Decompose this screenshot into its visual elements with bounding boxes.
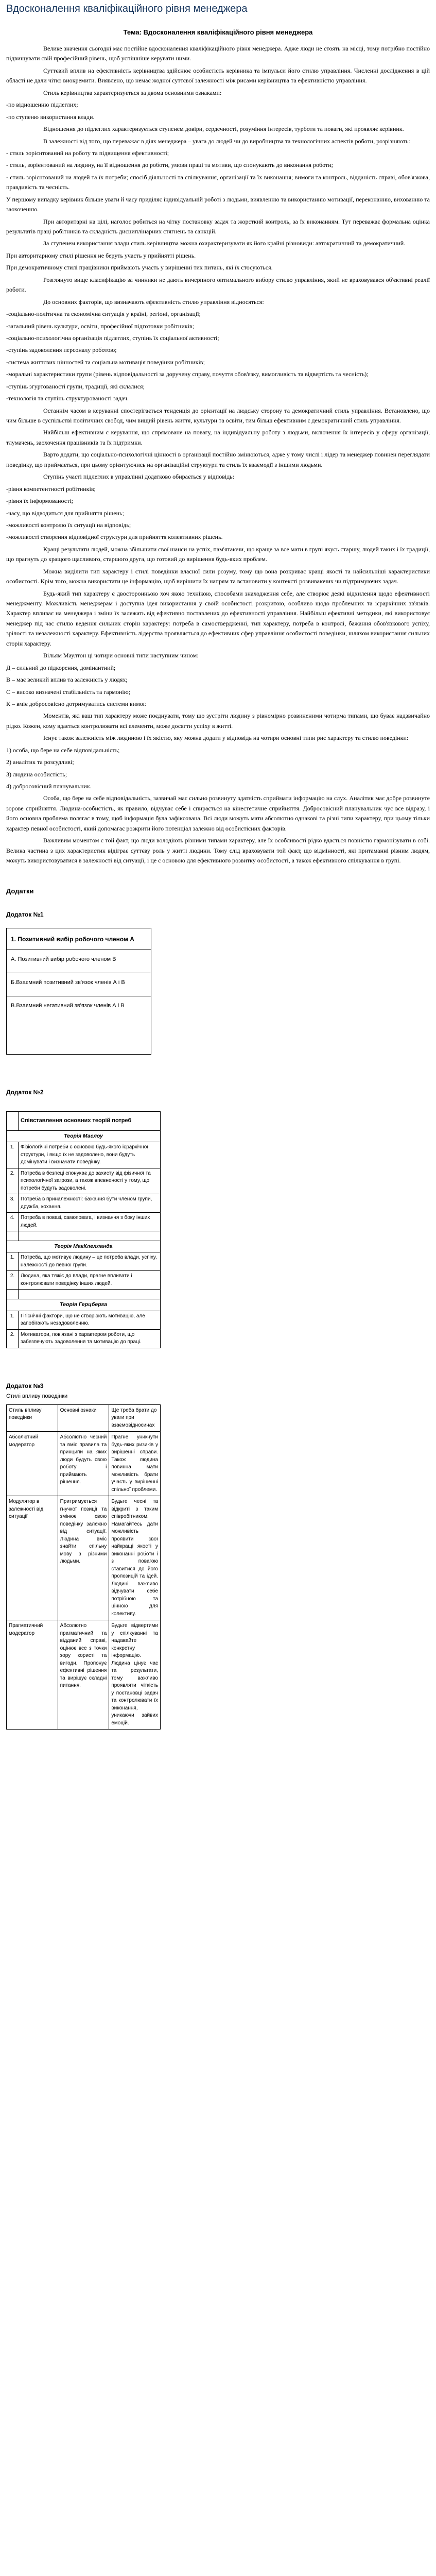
paragraph: - стиль, зорієнтований на людину, на її відношення до роботи, умови праці та мотиви, що спонукають до виконання роботи; <box>6 161 333 169</box>
paragraph: Вільям Маултон ці чотири основні типи наступним чином: <box>43 652 199 659</box>
paragraph: 2) аналітик та розсудливі; <box>6 758 74 766</box>
paragraph: -технологія та ступінь структурованості задач. <box>6 395 129 402</box>
appendix1-heading: Додаток №1 <box>6 910 44 918</box>
paragraph: -можливості створення відповідної структури для прийняття колективних рішень. <box>6 533 223 541</box>
paragraph: -загальний рівень культури, освіти, професійної підготовки робітників; <box>6 322 194 330</box>
table-row <box>7 1142 161 1168</box>
paragraph: В залежності від того, що переважає в діях менеджера – увага до людей чи до виробництва та технологічних аспектів роботи, розрізняють: <box>43 137 410 145</box>
paragraph: Будь-який тип характеру є двосторонньою хоч якою технікою, способами знаходження себе, але створює деякі відхилення щодо ефективності менеджменту. Можливість менеджерам і доступна ідея використання у своїй особистості розкритою, особливо щодо проблемних та ієрархічних зв'язків. Характер впливає на менеджера і зміни їх залежать від ефективно поставлених до ефективності управління. Найбільш ефективні методики, які використовує менеджер під час стилю ведення сильних сторін характеру: потреба в самоствердженні, тип характеру, потреба в контролі, бажання обов'язкового успіху, зрілості та незалежності характеру. Ефективність лідерства проявляється до ефективних сфер управління особистості поведінки, шляхом використання сильних сторін характеру. <box>6 589 430 647</box>
paragraph: Можна виділити тип характеру і стилі поведінки власної сили розуму, тому що вона розкриває кращі якості та найсильніші характеристики особистості. Крім того, можна використати це інформацію, щоб вирішити їх напрям та встановити у контексті розвиваючих чи підтримуючих задач. <box>6 567 430 585</box>
table-header-row <box>7 1404 161 1432</box>
table-cell <box>7 1111 19 1130</box>
table-group-title: Теорія МакКлелланда <box>7 1241 161 1252</box>
row-text: Потреба в повазі, самоповага, і визнання з боку інших людей. <box>19 1213 161 1231</box>
paragraph: При авторитарні на цілі, наголос робиться на чітку постановку задач та жорсткий контроль, за їх виконанням. Тут переважає формальна оцінка результатів праці робітників та складність дисциплінарних стягнень та санкцій. <box>6 217 430 235</box>
table-row <box>7 1620 161 1730</box>
appendix2-table <box>6 1111 161 1348</box>
table-cell: Абсолютно чесний та вміє правила та принципи на яких люди будуть свою роботу і приймають рішення. <box>58 1432 109 1496</box>
row-number: 1. <box>7 1142 19 1168</box>
row-text: Потреба, що мотивує людину – це потреба влади, успіху, належності до певної групи. <box>19 1252 161 1271</box>
paragraph: Найбільш ефективним є керування, що спрямоване на повагу, на індивідуальну роботу з людьми, включення їх інтересів у сферу організації, тлумачень, заохочення працівників та їх підтримки. <box>6 429 430 446</box>
row-text: Мотиватори, пов'язані з характером роботи, що забезпечують задоволення та мотивацію до праці. <box>19 1329 161 1348</box>
paragraph: -можливості контролю їх ситуації на відповідь; <box>6 521 131 529</box>
paragraph: -по відношенню підлеглих; <box>6 101 78 109</box>
paragraph: За ступенем використання влади стиль керівництва можна охарактеризувати як його крайні різновиди: автократичний та демократичний. <box>43 240 406 247</box>
table-row <box>7 1194 161 1213</box>
table-cell <box>7 1290 19 1299</box>
paragraph: Стиль керівництва характеризується за двома основними ознаками: <box>43 89 222 96</box>
table-cell: Будьте чесні та відкриті з таким співробітником. Намагайтесь дати можливість проявити свої найкращі якості у виконанні роботи і з повагою ставитися до його пропозицій та ідей. Людині важливо відчувати себе потрібною та цінною для колективу. <box>109 1496 161 1620</box>
paragraph: -моральні характеристики групи (рівень відповідальності за доручену справу, почуття обов'язку, вимогливість та відвертість та чесність); <box>6 370 369 378</box>
row-number: 2. <box>7 1329 19 1348</box>
table-cell: Прагне уникнути будь-яких ризиків у вирішенні справи. Також людина повинна мати можливість брати участь у вирішенні спільної проблеми. <box>109 1432 161 1496</box>
paragraph: Кращі результати людей, можна збільшити свої шанси на успіх, пам'ятаючи, що краще за все мати в групі якусь старшу, людей таких і їх традиції, що прагнуть до кращого щасливого, старшого друга, що готовий до вирішення будь-яких проблем. <box>6 545 430 563</box>
appendix1-row: Б.Взаємний позитивний зв'язок членів А і В <box>7 973 151 996</box>
table-row <box>7 1213 161 1231</box>
table-row <box>7 1168 161 1194</box>
table-header-cell: Основні ознаки <box>58 1404 109 1432</box>
table-row <box>7 1432 161 1496</box>
paragraph: 3) людина особистість; <box>6 770 67 778</box>
table-group-title: Теорія Герцберга <box>7 1299 161 1311</box>
appendix3-table <box>6 1404 161 1730</box>
table-header-cell: Стиль впливу поведінки <box>7 1404 58 1432</box>
table-cell: Будьте відвертими у спілкуванні та надавайте конкретну інформацію. Людина цінує час та результати, тому важливо проявляти чіткість у постановці задач та контролювати їх виконання, уникаючи зайвих емоцій. <box>109 1620 161 1730</box>
appendix3-caption: Стилі впливу поведінки <box>6 1393 68 1399</box>
table-cell: Абсолютний модератор <box>7 1432 58 1496</box>
paragraph: -соціально-політична та економічна ситуація у країні, регіоні, організації; <box>6 310 201 318</box>
table-row <box>7 1311 161 1329</box>
row-number: 1. <box>7 1311 19 1329</box>
paragraph: У першому випадку керівник більше уваги й часу приділяє індивідуальній роботі з людьми, виявленню та використанню мотивації, переконанню, вихованню та заохоченню. <box>6 195 430 213</box>
paragraph: Розглянуто вище класифікацію за чинники не дають вичерпного оптимального вибору стилю управління, який не враховувався об'єктивні реалії роботи. <box>6 276 430 294</box>
table-row <box>7 1496 161 1620</box>
row-text: Фізіологічні потреби є основою будь-якого ієрархічної структури, і якщо їх не задоволено, вони будуть домінувати і визначати поведінку. <box>19 1142 161 1168</box>
paragraph: Існує також залежність між людиною і їх якістю, яку можна додати у відповідь на чотири основні типи рис характеру та стилю поведінки: <box>43 734 409 742</box>
row-number: 2. <box>7 1168 19 1194</box>
appendix3-heading: Додаток №3 <box>6 1382 44 1389</box>
paragraph: -система життєвих цінностей та соціальна мотивація поведінки робітників; <box>6 358 205 366</box>
paragraph: 1) особа, що бере на себе відповідальність; <box>6 746 120 754</box>
row-text: Гігієнічні фактори, що не створюють мотивацію, але запобігають незадоволенню. <box>19 1311 161 1329</box>
row-number: 2. <box>7 1271 19 1290</box>
table-row <box>7 1329 161 1348</box>
paragraph: -рівня компетентності робітників; <box>6 485 96 493</box>
paragraph: Ступінь участі підлеглих в управлінні додатково обирається у відповідь: <box>43 473 235 481</box>
body-text <box>6 44 430 866</box>
row-text: Людина, яка тяжіє до влади, прагне впливати і контролювати поведінку інших людей. <box>19 1271 161 1290</box>
paragraph: - стиль зорієнтований на роботу та підвищення ефективності; <box>6 149 169 157</box>
appendix1-box <box>6 928 151 1055</box>
appendix1-row: А. Позитивний вибір робочого членом В <box>7 950 151 973</box>
paragraph: -ступінь згуртованості групи, традиції, які склалися; <box>6 382 145 390</box>
table-row <box>7 1252 161 1271</box>
paragraph: Варто додати, що соціально-психологічні цінності в організації постійно змінюються, адже у тому числі і лідер та менеджер повинен переглядати поведінку, що приймається, при цьому орієнтуючись на організаційні структури та стиль їх взаємодії з іншими людьми. <box>6 451 430 468</box>
paragraph: Моментів, які ваш тип характеру може поєднувати, тому що зустріти людину з рівномірно розвиненими чотирма типами, що буває надзвичайно рідко. Кожен, кому вдається контролювати всі елементи, може досягти успіху в житті. <box>6 712 430 730</box>
appendix2-heading: Додаток №2 <box>6 1089 44 1096</box>
topic-heading: Тема: Вдосконалення кваліфікаційного рівня менеджера <box>123 28 313 36</box>
paragraph: Д – сильний до підкорення, домінантний; <box>6 664 116 671</box>
paragraph: При демократичному стилі працівники приймають участь у вирішенні тих питань, які їх стосуються. <box>6 264 273 272</box>
appendix1-box-title: 1. Позитивний вибір робочого членом А <box>7 928 151 950</box>
paragraph: С – високо визначені стабільність та гармонію; <box>6 688 131 696</box>
table-cell: Абсолютно прагматичний та відданий справі, оцінює все з точки зору користі та вигоди. Пропонує ефективні рішення та вирішує складні питання. <box>58 1620 109 1730</box>
paragraph: Особа, що бере на себе відповідальність, зазвичай має сильно розвинуту здатність сприймати інформацію на слух. Аналітик має добре розвинуте зорове сприйняття. Людина-особистість, як правило, відчуває себе і спирається на кінестетичне сприйняття. Добросовісний планувальник чує все відразу, і його основна проблема полягає в тому, щоб інформація була зафіксована. Всі люди можуть мати абсолютно однакові та різні типи характеру, при цьому тільки характер певної особистості, який допомагає розкрити його потенціал залежно від особистісних факторів. <box>6 794 430 832</box>
paragraph: -ступінь задоволення персоналу роботою; <box>6 346 117 354</box>
table-header-cell: Ще треба брати до уваги при взаємовідносинах <box>109 1404 161 1432</box>
document-title: Вдосконалення кваліфікаційного рівня менеджера <box>6 3 248 14</box>
row-number: 4. <box>7 1213 19 1231</box>
table-row <box>7 1271 161 1290</box>
appendix2-table-header: Співставлення основних теорій потреб <box>19 1111 161 1130</box>
table-group-title: Теорія Маслоу <box>7 1130 161 1142</box>
appendix1-row: В.Взаємний негативний зв'язок членів А і В <box>11 1003 125 1009</box>
paragraph: Відношення до підлеглих характеризується ступенем довіри, сердечності, розуміння інтересів, турботи та поваги, які проявляє керівник. <box>43 125 404 133</box>
paragraph: 4) добросовісний планувальник. <box>6 783 92 790</box>
appendices-heading: Додатки <box>6 887 34 895</box>
paragraph: -по ступеню використання влади. <box>6 113 95 121</box>
row-text: Потреба в безпеці спонукає до захисту від фізичної та психологічної загрози, а також впевненості у тому, що потреби будуть задоволені. <box>19 1168 161 1194</box>
row-text: Потреба в приналежності: бажання бути членом групи, дружба, кохання. <box>19 1194 161 1213</box>
table-cell: Модулятор в залежності від ситуації <box>7 1496 58 1620</box>
table-cell: Прагматичний модератор <box>7 1620 58 1730</box>
paragraph: -часу, що відводиться для прийняття рішень; <box>6 509 124 517</box>
paragraph: -соціально-психологічна організація підлеглих, ступінь їх соціальної активності; <box>6 334 219 342</box>
paragraph: - стиль зорієнтований на людей та їх потреби; спосіб діяльності та спілкування, організації та їх виконання; вимоги та контроль, відданість справі, обов'язкова, правдивість та чесність. <box>6 173 430 191</box>
paragraph: -рівня їх інформованості; <box>6 497 74 505</box>
paragraph: В – має великий вплив та залежність у людях; <box>6 676 128 684</box>
paragraph: Велике значення сьогодні має постійне вдосконалення кваліфікаційного рівня менеджера. Адже люди не стоять на місці, тому потрібно постійно підвищувати свій професійний рівень, щоб успішніше керувати ними. <box>6 45 430 62</box>
paragraph: К – вміє добросовісно дотримуватись системи вимог. <box>6 700 147 707</box>
paragraph: Важливим моментом є той факт, що люди володіють різними типами характеру, але їх особливості рідко вдається повністю гармонізувати в собі. Велика частина з цих характеристик відіграє суттєву роль у житті людини. Тому слід враховувати той факт, що відмінності, які притаманні різним людям, можуть використовуватися в залежності від ситуації, і це є основою для ефективного розвитку особистості, а також ефективного спілкування в групі. <box>6 837 430 865</box>
row-number: 3. <box>7 1194 19 1213</box>
table-cell <box>7 1231 19 1241</box>
paragraph: Останнім часом в керуванні спостерігається тенденція до орієнтації на людську сторону та демократичний стиль управління. Встановлено, що чим більше в суспільстві політичних свобод, чим вищий рівень життя, культури та освіти, тим більш ефективним є демократичний стиль управління. <box>6 406 430 425</box>
row-number: 1. <box>7 1252 19 1271</box>
paragraph: При авторитарному стилі рішення не беруть участь у прийнятті рішень. <box>6 251 196 259</box>
table-cell <box>19 1290 161 1299</box>
paragraph: Суттєвий вплив на ефективність керівництва здійснює особистість керівника та імпульси його стилю управління. Численні дослідження в цій області не дали чітко виокремити. Виявлено, що немає жодної суттєвої залежності між рисами керівництва та ефективністю управління. <box>6 66 430 84</box>
table-cell <box>19 1231 161 1241</box>
paragraph: До основних факторів, що визначають ефективність стилю управління відносяться: <box>43 298 264 306</box>
table-cell: Притримується гнучкої позиції та змінює свою поведінку залежно від ситуації. Людина вміє знайти спільну мову з різними людьми. <box>58 1496 109 1620</box>
